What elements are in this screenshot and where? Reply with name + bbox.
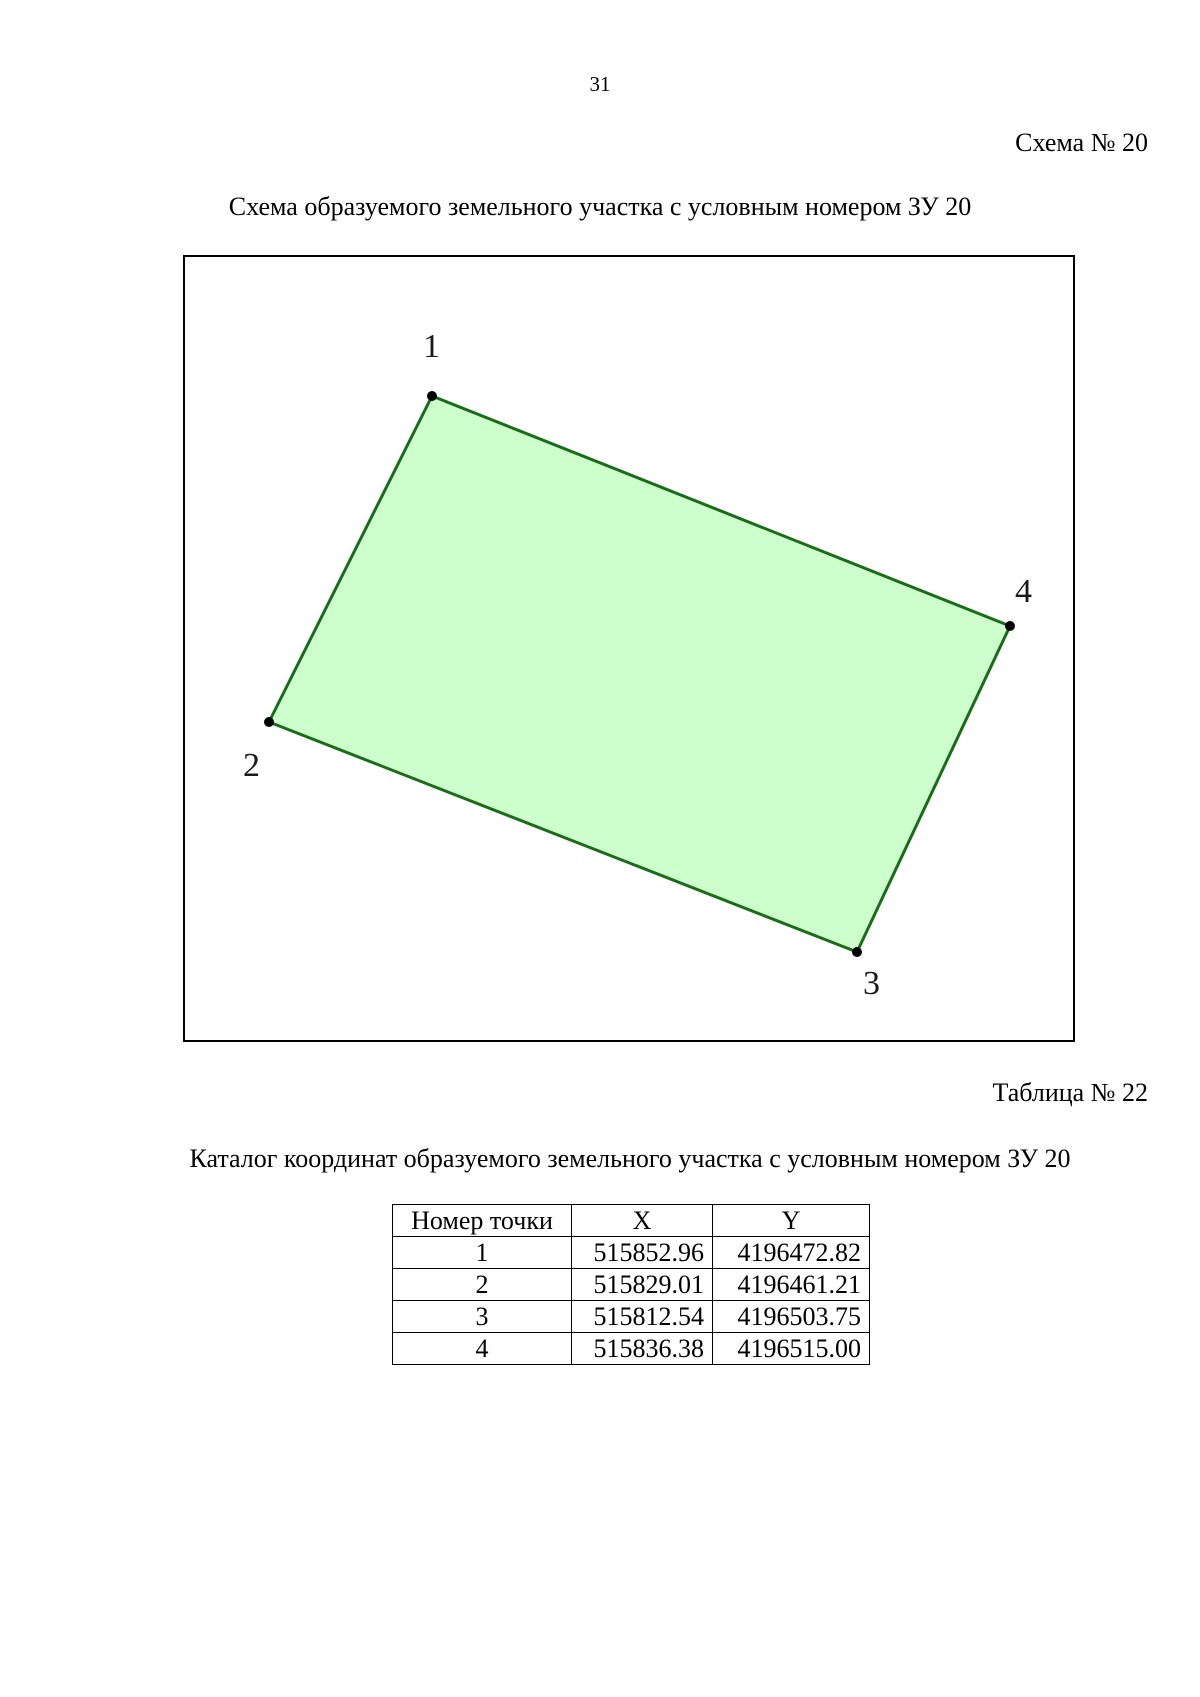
table-row [393, 1269, 870, 1301]
cell-x: 515836.38 [572, 1333, 713, 1365]
vertex-point-1 [427, 391, 437, 401]
cell-point-number: 2 [393, 1269, 572, 1301]
header-x: X [572, 1205, 713, 1237]
table-row [393, 1333, 870, 1365]
vertex-point-3 [852, 947, 862, 957]
table-row [393, 1237, 870, 1269]
header-y: Y [713, 1205, 870, 1237]
vertex-label-2: 2 [243, 747, 260, 784]
vertex-point-4 [1005, 621, 1015, 631]
scheme-label: Схема № 20 [1015, 128, 1148, 157]
land-plot-polygon [269, 396, 1010, 952]
header-point-number: Номер точки [393, 1205, 572, 1237]
cell-x: 515852.96 [572, 1237, 713, 1269]
cell-point-number: 1 [393, 1237, 572, 1269]
cell-y: 4196461.21 [713, 1269, 870, 1301]
page-number: 31 [589, 72, 611, 96]
vertex-label-3: 3 [863, 965, 880, 1002]
cell-y: 4196503.75 [713, 1301, 870, 1333]
cell-y: 4196472.82 [713, 1237, 870, 1269]
vertex-label-1: 1 [423, 328, 440, 365]
coordinates-table [392, 1204, 870, 1365]
cell-point-number: 3 [393, 1301, 572, 1333]
scheme-frame [183, 255, 1075, 1042]
vertex-label-4: 4 [1015, 573, 1032, 610]
table-title: Каталог координат образуемого земельного участка с условным номером ЗУ 20 [189, 1144, 1071, 1173]
cell-point-number: 4 [393, 1333, 572, 1365]
scheme-drawing [185, 257, 1073, 1040]
cell-x: 515829.01 [572, 1269, 713, 1301]
cell-y: 4196515.00 [713, 1333, 870, 1365]
table-header-row [393, 1205, 870, 1237]
scheme-title: Схема образуемого земельного участка с условным номером ЗУ 20 [228, 192, 972, 221]
cell-x: 515812.54 [572, 1301, 713, 1333]
table-label: Таблица № 22 [992, 1078, 1148, 1107]
table-row [393, 1301, 870, 1333]
vertex-point-2 [264, 717, 274, 727]
